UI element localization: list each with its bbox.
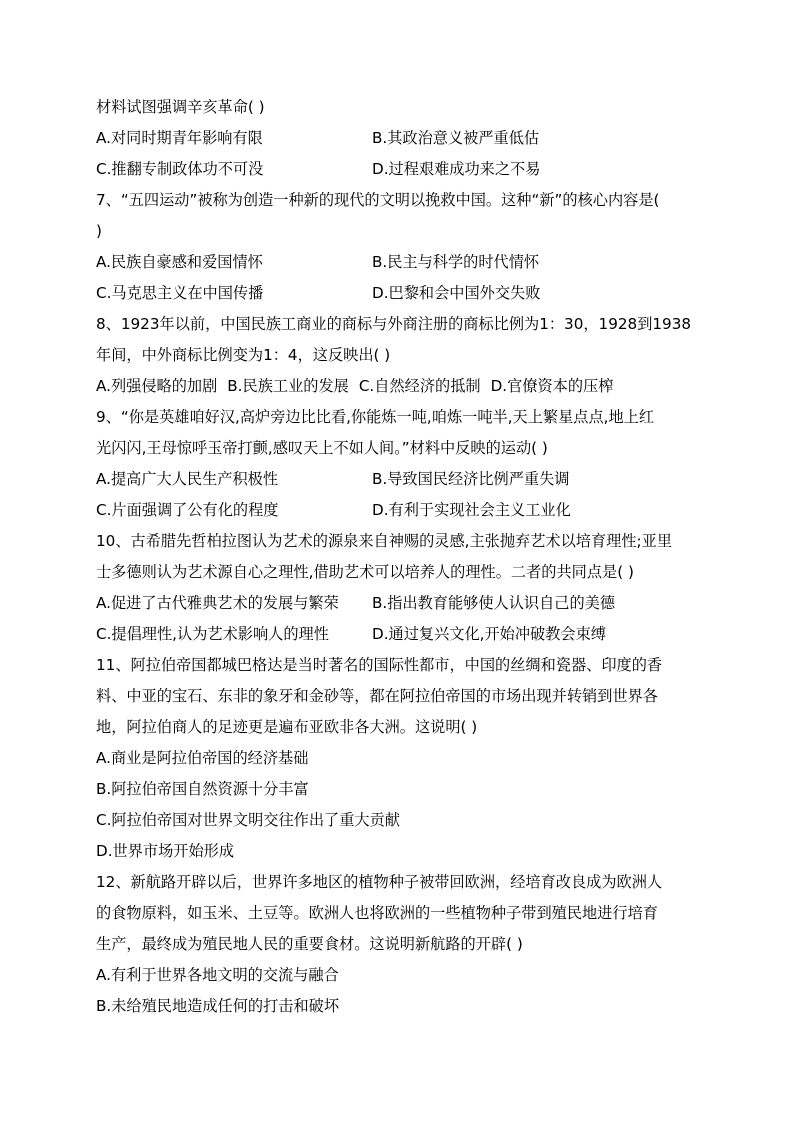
- q9-stem-line-1: 9、“你是英雄咱好汉,高炉旁边比比看,你能炼一吨,咱炼一吨半,天上繁星点点,地上红: [96, 408, 655, 426]
- q12-option-a[interactable]: A.有利于世界各地文明的交流与融合: [96, 966, 339, 984]
- q10-option-a[interactable]: A.促进了古代雅典艺术的发展与繁荣: [96, 594, 339, 612]
- q10-option-d[interactable]: D.通过复兴文化,开始冲破教会束缚: [372, 625, 606, 643]
- q7-option-c[interactable]: C.马克思主义在中国传播: [96, 284, 264, 302]
- q9-option-b[interactable]: B.导致国民经济比例严重失调: [372, 470, 570, 488]
- q10-options-row-1: [96, 588, 701, 619]
- q10-options-row-2: [96, 619, 701, 650]
- q6-option-c[interactable]: C.推翻专制政体功不可没: [96, 160, 264, 178]
- q8-option-c[interactable]: C.自然经济的抵制: [358, 377, 481, 395]
- q7-stem-line-2: ): [96, 222, 102, 240]
- q12-option-b[interactable]: B.未给殖民地造成任何的打击和破坏: [96, 997, 340, 1015]
- q11-stem-line-1: 11、阿拉伯帝国都城巴格达是当时著名的国际性都市，中国的丝绸和瓷器、印度的香: [96, 656, 663, 674]
- q8-options-row: [96, 371, 701, 402]
- q9-option-c[interactable]: C.片面强调了公有化的程度: [96, 501, 279, 519]
- q11-option-b[interactable]: B.阿拉伯帝国自然资源十分丰富: [96, 780, 309, 798]
- q9-option-a[interactable]: A.提高广大人民生产积极性: [96, 470, 279, 488]
- q11-option-d[interactable]: D.世界市场开始形成: [96, 842, 235, 860]
- q10-option-b[interactable]: B.指出教育能够使人认识自己的美德: [372, 594, 616, 612]
- q10-stem-line-2: 士多德则认为艺术源自心之理性,借助艺术可以培养人的理性。二者的共同点是( ): [96, 563, 634, 581]
- q7-stem-line-1: 7、“五四运动”被称为创造一种新的现代的文明以挽救中国。这种“新”的核心内容是(: [96, 191, 660, 209]
- q6-option-b[interactable]: B.其政治意义被严重低估: [372, 129, 540, 147]
- q8-stem-line-2: 年间，中外商标比例变为1：4，这反映出( ): [96, 346, 391, 364]
- q9-options-row-2: [96, 495, 701, 526]
- q11-option-a[interactable]: A.商业是阿拉伯帝国的经济基础: [96, 749, 309, 767]
- q7-options-row-2: [96, 278, 701, 309]
- q6-stem: 材料试图强调辛亥革命( ): [96, 98, 265, 116]
- q8-option-b[interactable]: B.民族工业的发展: [227, 377, 349, 395]
- q7-options-row-1: [96, 247, 701, 278]
- q9-stem-line-2: 光闪闪,王母惊呼玉帝打颤,感叹天上不如人间。”材料中反映的运动( ): [96, 439, 548, 457]
- q7-option-b[interactable]: B.民主与科学的时代情怀: [372, 253, 540, 271]
- q12-stem-line-2: 的食物原料，如玉米、土豆等。欧洲人也将欧洲的一些植物种子带到殖民地进行培育: [96, 904, 658, 922]
- question-list: [96, 92, 701, 1022]
- q6-option-a[interactable]: A.对同时期青年影响有限: [96, 129, 263, 147]
- q8-option-a[interactable]: A.列强侵略的加剧: [96, 377, 218, 395]
- q10-option-c[interactable]: C.提倡理性,认为艺术影响人的理性: [96, 625, 329, 643]
- q12-stem-line-3: 生产，最终成为殖民地人民的重要食材。这说明新航路的开辟( ): [96, 935, 523, 953]
- q8-stem-line-1: 8、1923年以前，中国民族工商业的商标与外商注册的商标比例为1：30，1928到1938: [96, 315, 692, 333]
- q11-stem-line-2: 料、中亚的宝石、东非的象牙和金砂等，都在阿拉伯帝国的市场出现并转销到世界各: [96, 687, 658, 705]
- q8-option-d[interactable]: D.官僚资本的压榨: [490, 377, 614, 395]
- q11-option-c[interactable]: C.阿拉伯帝国对世界文明交往作出了重大贡献: [96, 811, 400, 829]
- q6-options-row-2: [96, 154, 701, 185]
- q7-option-d[interactable]: D.巴黎和会中国外交失败: [372, 284, 541, 302]
- q10-stem-line-1: 10、古希腊先哲柏拉图认为艺术的源泉来自神赐的灵感,主张抛弃艺术以培育理性;亚里: [96, 532, 673, 550]
- q7-option-a[interactable]: A.民族自豪感和爱国情怀: [96, 253, 263, 271]
- q12-stem-line-1: 12、新航路开辟以后，世界许多地区的植物种子被带回欧洲，经培育改良成为欧洲人: [96, 873, 663, 891]
- q11-stem-line-3: 地，阿拉伯商人的足迹更是遍布亚欧非各大洲。这说明( ): [96, 718, 478, 736]
- q9-option-d[interactable]: D.有利于实现社会主义工业化: [372, 501, 571, 519]
- q6-options-row-1: [96, 123, 701, 154]
- q6-option-d[interactable]: D.过程艰难成功来之不易: [372, 160, 541, 178]
- q9-options-row-1: [96, 464, 701, 495]
